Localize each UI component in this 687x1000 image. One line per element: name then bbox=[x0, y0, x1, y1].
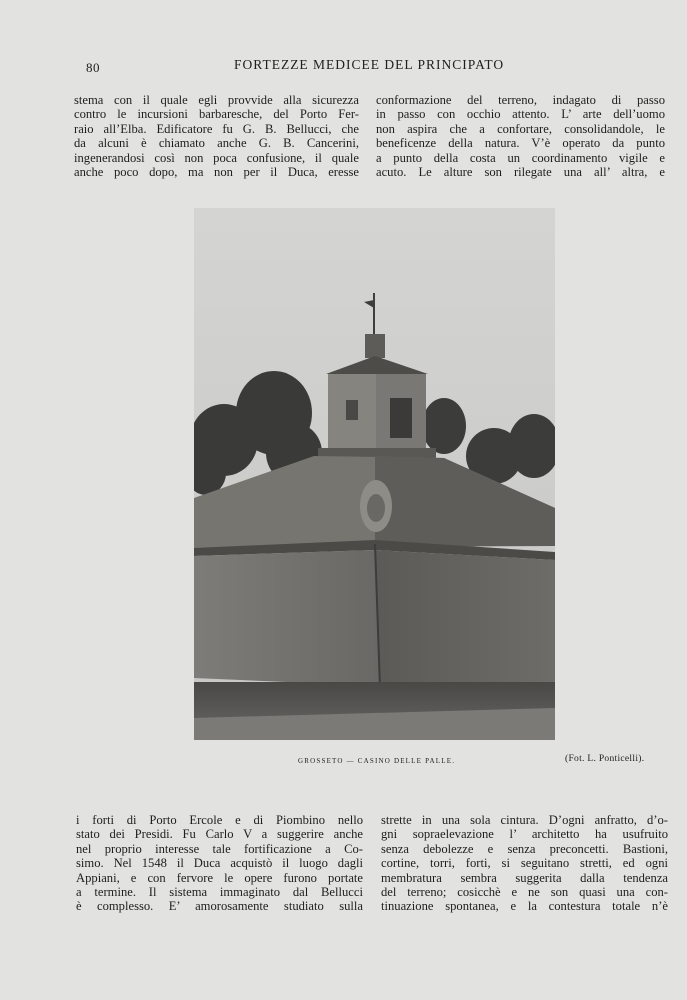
text-line: è complesso. E’ amorosamente studiato sulla bbox=[76, 899, 363, 914]
text-line: conformazione del terreno, indagato di passo bbox=[376, 93, 665, 107]
text-line: strette in una sola cintura. D’ogni anfratto, d’o- bbox=[381, 813, 668, 827]
tower-window-right bbox=[390, 398, 412, 438]
photo-credit: (Fot. L. Ponticelli). bbox=[565, 754, 645, 764]
text-column-top-right bbox=[376, 93, 665, 179]
text-column-top-left bbox=[74, 93, 359, 179]
running-head: FORTEZZE MEDICEE DEL PRINCIPATO bbox=[234, 57, 505, 72]
page-number: 80 bbox=[86, 60, 100, 75]
text-line: in passo con occhio attento. L’ arte dell’uomo bbox=[376, 107, 665, 122]
text-line: simo. Nel 1548 il Duca acquistò il luogo dagli bbox=[76, 856, 363, 871]
lower-wall-right bbox=[375, 550, 555, 692]
lantern-chimney bbox=[365, 334, 385, 358]
text-line: membratura sembra suggerita dalla tendenza bbox=[381, 870, 668, 885]
text-line: acuto. Le alture son rilegate una all’ altra, e bbox=[376, 165, 665, 180]
fortress-photograph bbox=[194, 208, 555, 740]
text-line: cortine, torri, forti, si seguitano stretti, ed ogni bbox=[381, 856, 668, 871]
text-line: a termine. Il sistema immaginato dal Bellucci bbox=[76, 885, 363, 900]
tower-window-left bbox=[346, 400, 358, 420]
text-column-bottom-right bbox=[381, 813, 668, 914]
text-line: senza debolezze e senza preconcetti. Bastioni, bbox=[381, 841, 668, 856]
text-line: anche poco dopo, ma non per il Duca, eresse bbox=[74, 165, 359, 180]
text-line: contro le incursioni barbaresche, del Porto Fer- bbox=[74, 107, 359, 122]
text-line: i forti di Porto Ercole e di Piombino nello bbox=[76, 813, 363, 827]
text-line: raio all’Elba. Edificatore fu G. B. Bellucci, che bbox=[74, 121, 359, 136]
figure-caption: GROSSETO — CASINO DELLE PALLE. bbox=[298, 757, 456, 765]
text-line: gni sopraelevazione l’ architetto ha usufruito bbox=[381, 827, 668, 842]
text-line: stato dei Presidi. Fu Carlo V a suggerire anche bbox=[76, 827, 363, 842]
text-line: ingenerandosi così non poca confusione, il quale bbox=[74, 150, 359, 165]
text-column-bottom-left bbox=[76, 813, 363, 914]
text-line: nel proprio interesse tale fortificazione a Co- bbox=[76, 841, 363, 856]
text-line: Appiani, e con fervore le opere furono portate bbox=[76, 870, 363, 885]
text-line: del terreno; cosicchè e ne son quasi una con- bbox=[381, 885, 668, 900]
text-line: da alcuni è chiamato anche G. B. Cancerini, bbox=[74, 136, 359, 151]
text-line: a punto della costa un coordinamento vigile e bbox=[376, 150, 665, 165]
lower-wall-left bbox=[194, 550, 380, 686]
text-line: non aspira che a confortare, consolidandole, le bbox=[376, 121, 665, 136]
text-line: stema con il quale egli provvide alla sicurezza bbox=[74, 93, 359, 107]
text-line: beneficenze della natura. V’è operato da punto bbox=[376, 136, 665, 151]
text-line: tinuazione spontanea, e la contestura totale n’è bbox=[381, 899, 668, 914]
